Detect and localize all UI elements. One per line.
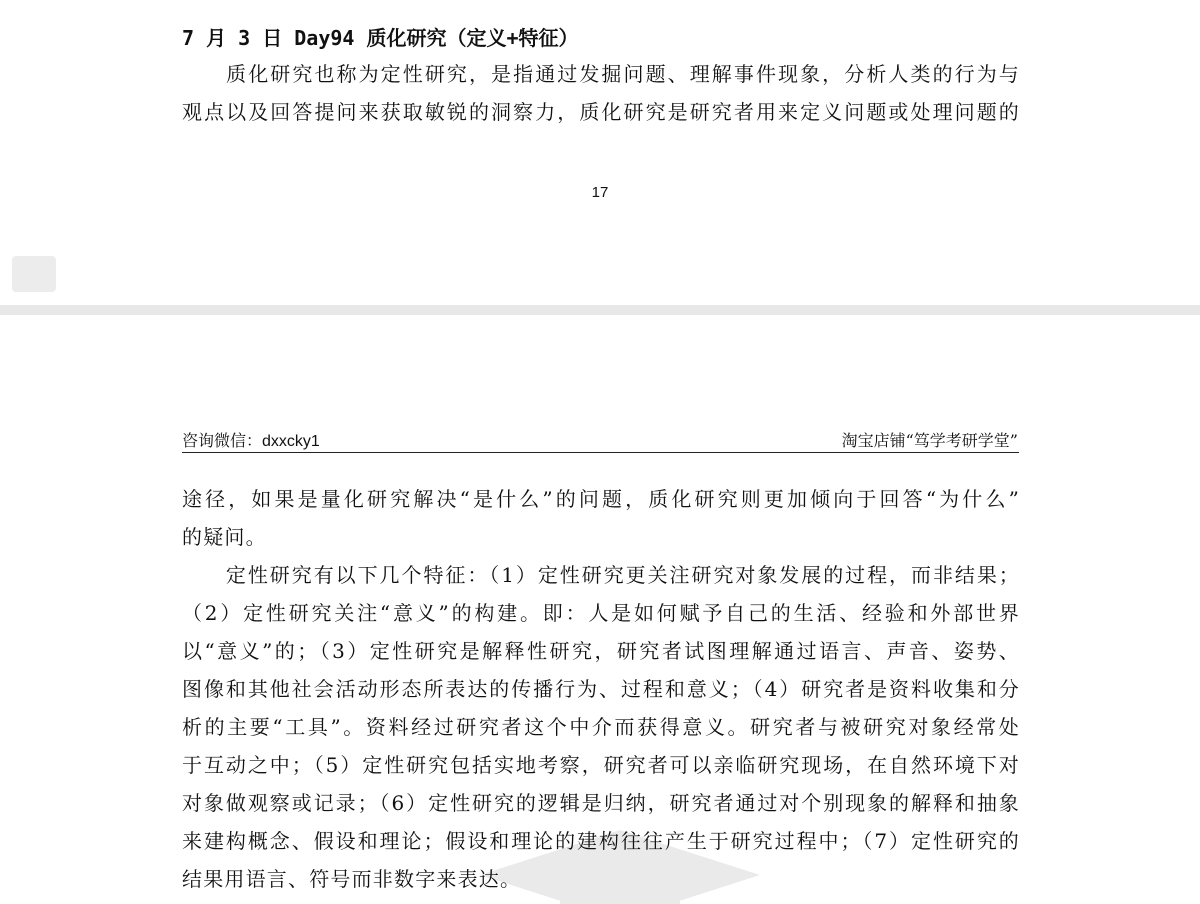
body-paragraph xyxy=(182,480,1020,556)
text-line: 观点以及回答提问来获取敏锐的洞察力，质化研究是研究者用来定义问题或处理问题的 xyxy=(182,100,1020,124)
text-line: 图像和其他社会活动形态所表达的传播行为、过程和意义；（4）研究者是资料收集和分 xyxy=(182,677,1020,701)
text-line: 途径，如果是量化研究解决“是什么”的问题，质化研究则更加倾向于回答“为什么” xyxy=(182,487,1020,511)
page-header-shop: 淘宝店铺“笃学考研学堂” xyxy=(841,431,1018,450)
text-line: 质化研究也称为定性研究，是指通过发掘问题、理解事件现象，分析人类的行为与 xyxy=(182,62,1020,86)
section-heading: 7 月 3 日 Day94 质化研究（定义+特征） xyxy=(182,26,579,50)
text-line: （2）定性研究关注“意义”的构建。即：人是如何赋予自己的生活、经验和外部世界 xyxy=(182,601,1020,625)
header-contact-label: 咨询微信： xyxy=(182,431,263,450)
document-page-18 xyxy=(0,315,1200,904)
header-contact-id: dxxcky1 xyxy=(262,433,320,450)
text-line: 于互动之中；（5）定性研究包括实地考察，研究者可以亲临研究现场，在自然环境下对 xyxy=(182,753,1020,777)
text-line: 结果用语言、符号而非数字来表达。 xyxy=(182,867,522,891)
body-paragraph xyxy=(182,556,1020,898)
text-line: 对象做观察或记录；（6）定性研究的逻辑是归纳，研究者通过对个别现象的解释和抽象 xyxy=(182,791,1020,815)
document-page-17 xyxy=(0,0,1200,305)
sidebar-toggle-button[interactable] xyxy=(12,256,56,292)
text-line: 以“意义”的；（3）定性研究是解释性研究，研究者试图理解通过语言、声音、姿势、 xyxy=(182,639,1020,663)
body-paragraph xyxy=(182,55,1020,131)
text-line: 来建构概念、假设和理论；假设和理论的建构往往产生于研究过程中；（7）定性研究的 xyxy=(182,829,1020,853)
page-separator xyxy=(0,305,1200,315)
header-divider xyxy=(182,452,1019,453)
text-line: 的疑问。 xyxy=(182,525,267,549)
text-line: 定性研究有以下几个特征：（1）定性研究更关注研究对象发展的过程，而非结果； xyxy=(182,563,1020,587)
text-line: 析的主要“工具”。资料经过研究者这个中介而获得意义。研究者与被研究对象经常处 xyxy=(182,715,1020,739)
page-header-contact xyxy=(182,428,320,451)
page-number: 17 xyxy=(591,184,609,201)
